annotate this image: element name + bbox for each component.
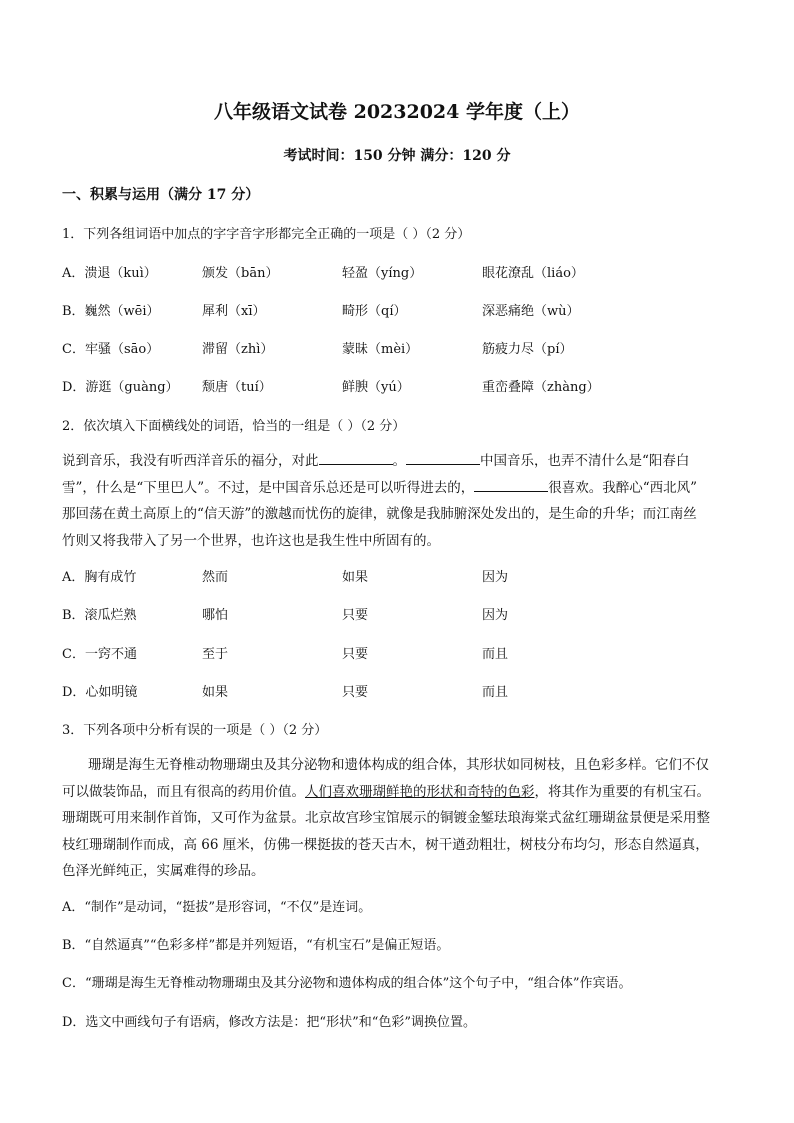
passage-text: 中国音乐，也弄不清什么是“阳春白 [480,453,690,469]
q3-passage-line: 色泽光鲜纯正，实属难得的珍品。 [62,863,265,879]
q3-passage-line [62,779,734,806]
q1-option-cell: D．游逛（guàng） [62,380,179,395]
q2-passage-line [62,448,734,475]
q1-option-cell: 重峦叠障（zhàng） [482,380,600,395]
q2-option-cell: 哪怕 [202,608,229,623]
q2-passage [62,448,734,554]
q2-option-cell: A．胸有成竹 [62,570,137,585]
question-2-stem: 2．依次填入下面横线处的词语，恰当的一组是（ ）（2 分） [62,419,406,434]
exam-info: 考试时间：150 分钟 满分：120 分 [283,148,511,164]
q2-option-cell: 至于 [202,647,229,662]
q2-passage-line: 那回荡在黄土高原上的“信天游”的激越而忧伤的旋律，就像是我肺腑深处发出的，是生命的升华；而江南丝 [62,506,697,522]
passage-text: 说到音乐，我没有听西洋音乐的福分，对此 [62,453,319,469]
q1-option-cell: 颁发（bān） [202,266,279,281]
q2-option-cell: B．滚瓜烂熟 [62,608,137,623]
question-3-stem: 3．下列各项中分析有误的一项是（ ）（2 分） [62,723,328,738]
q2-option-cell: D．心如明镜 [62,685,138,700]
q1-option-cell: 颓唐（tuí） [202,380,272,395]
q2-option-cell: 而且 [482,647,509,662]
answer-blank [319,451,393,465]
q1-option-cell: 筋疲力尽（pí） [482,342,573,357]
q2-option-row-c [62,643,742,663]
q3-option-d: D．选文中画线句子有语病，修改方法是：把“形状”和“色彩”调换位置。 [62,1015,477,1030]
q1-option-cell: 犀利（xī） [202,304,266,319]
q2-option-cell: C．一窍不通 [62,647,137,662]
q2-passage-line: 竹则又将我带入了另一个世界，也许这也是我生性中所固有的。 [62,532,440,549]
q1-option-cell: 眼花潦乱（liáo） [482,266,584,281]
q1-option-cell: 鲜腴（yú） [342,380,410,395]
q3-option-b: B．“自然逼真”“色彩多样”都是并列短语，“有机宝石”是偏正短语。 [62,938,450,953]
q2-option-cell: 只要 [342,647,369,662]
q1-option-row-d [62,376,742,396]
q2-option-cell: 只要 [342,685,369,700]
q2-option-cell: 如果 [202,685,229,700]
q2-option-cell: 而且 [482,685,509,700]
q1-option-cell: 轻盈（yíng） [342,266,423,281]
q1-option-cell: 滞留（zhì） [202,342,274,357]
q2-option-row-a [62,566,742,586]
q1-option-cell: B．巍然（wēi） [62,304,160,319]
q3-passage-line: 珊瑚既可用来制作首饰，又可作为盆景。北京故宫珍宝馆展示的铜镀金錾珐琅海棠式盆红珊瑚盆景便是采用整 [62,810,710,826]
passage-text: ，将其作为重要的有机宝石。 [534,783,710,800]
q1-option-cell: C．牢骚（sāo） [62,342,160,357]
q3-passage-line: 枝红珊瑚制作而成，高 66 厘米，仿佛一棵挺拔的苍天古木，树干遒劲粗壮，树枝分布均匀，形态自然逼真， [62,836,709,853]
answer-blank [474,478,548,492]
q2-option-cell: 因为 [482,608,509,623]
answer-blank [406,451,480,465]
question-1-stem: 1．下列各组词语中加点的字字音字形都完全正确的一项是（ ）（2 分） [62,227,471,242]
passage-text: 雪”，什么是“下里巴人”。不过，是中国音乐总还是可以听得进去的， [62,479,475,496]
q1-option-row-b [62,300,742,320]
q2-option-cell: 然而 [202,570,229,585]
underlined-sentence: 人们喜欢珊瑚鲜艳的形状和奇特的色彩 [305,783,535,800]
q3-option-a: A．“制作”是动词，“挺拔”是形容词，“不仅”是连词。 [62,900,372,915]
q2-option-cell: 只要 [342,608,369,623]
q2-option-cell: 因为 [482,570,509,585]
page-title: 八年级语文试卷 20232024 学年度（上） [214,101,580,123]
passage-text: 可以做装饰品，而且有很高的药用价值。 [62,783,305,800]
q1-option-cell: A．溃退（kuì） [62,266,157,281]
q1-option-cell: 畸形（qí） [342,304,407,319]
q1-option-cell: 蒙昧（mèi） [342,342,419,357]
q3-passage-line: 珊瑚是海生无脊椎动物珊瑚虫及其分泌物和遗体构成的组合体，其形状如同树枝，且色彩多样。它们不仅 [88,757,709,773]
q3-passage [62,752,734,885]
q2-option-cell: 如果 [342,570,369,585]
q1-option-row-c [62,338,742,358]
q1-option-cell: 深恶痛绝（wù） [482,304,580,319]
passage-text: 很喜欢。我醉心“西北风” [548,479,698,496]
q2-option-row-b [62,604,742,624]
q2-passage-line [62,475,734,502]
q3-option-c: C．“珊瑚是海生无脊椎动物珊瑚虫及其分泌物和遗体构成的组合体”这个句子中，“组合体”作宾语。 [62,976,632,991]
q1-option-row-a [62,262,742,282]
passage-text: 。 [392,453,406,469]
section-heading: 一、积累与运用（满分 17 分） [62,187,260,203]
q2-option-row-d [62,681,742,701]
